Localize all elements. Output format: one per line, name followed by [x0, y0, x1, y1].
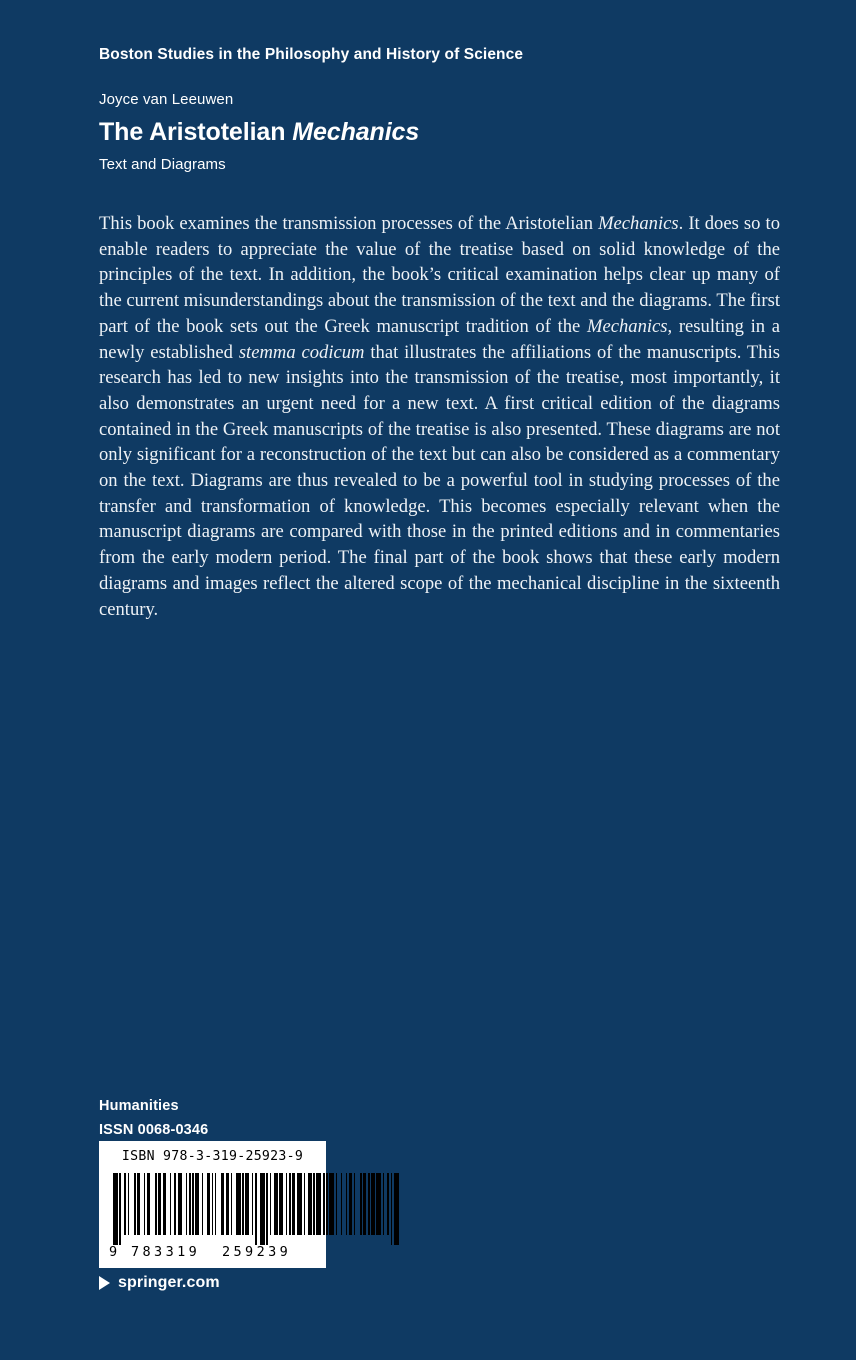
springer-url-label: springer.com [118, 1274, 220, 1291]
springer-logo[interactable] [99, 1274, 220, 1292]
blurb-text-2: . It does so to enable readers to appreciate the value of the treatise based on solid knowledge of the principles of the text. In addition, the book’s critical examination helps clear up many of the current misunderstandings about the transmission of the text and the diagrams. The first part of the book sets out the Greek manuscript tradition of the [99, 213, 780, 337]
blurb-italic-2: Mechanics [586, 315, 668, 337]
blurb-italic-1: Mechanics [598, 213, 679, 234]
discipline-label: Humanities [99, 1098, 179, 1114]
book-subtitle: Text and Diagrams [99, 156, 226, 174]
author-name: Joyce van Leeuwen [99, 90, 234, 108]
isbn-barcode [99, 1141, 326, 1268]
blurb-text-3: , resulting in a newly established [99, 315, 780, 363]
issn-label: ISSN 0068-0346 [99, 1121, 209, 1138]
barcode-lead-digit: 9 [109, 1244, 118, 1260]
blurb-italic-3: stemma codicum [238, 341, 365, 363]
barcode-left-digits: 783319 [131, 1244, 201, 1260]
cover-header [99, 46, 789, 174]
series-title: Boston Studies in the Philosophy and History of Science [99, 46, 524, 63]
book-title-main: The Aristotelian [99, 117, 293, 146]
book-title-italic: Mechanics [292, 117, 420, 146]
blurb-text-1: This book examines the transmission processes of the Aristotelian [99, 213, 599, 234]
book-title [99, 109, 789, 147]
barcode-bars [113, 1173, 313, 1245]
play-triangle-icon [99, 1276, 110, 1290]
blurb-text-4: that illustrates the affiliations of the manuscripts. This research has led to new insights into the transmission of the treatise, most importantly, it also demonstrates an urgent need for a new text. A first critical edition of the diagrams contained in the Greek manuscripts of the treatise is also presented. These diagrams are not only significant for a reconstruction of the text but can also be considered as a commentary on the text. Diagrams are thus revealed to be a powerful tool in studying processes of the transfer and transformation of knowledge. This becomes especially relevant when the manuscript diagrams are compared with those in the printed editions and in commentaries from the early modern period. The final part of the book shows that these early modern diagrams and images reflect the altered scope of the mechanical discipline in the sixteenth century. [99, 341, 780, 620]
barcode-right-digits: 259239 [222, 1244, 292, 1260]
cover-footer [99, 1097, 799, 1140]
isbn-text: ISBN 978-3-319-25923-9 [121, 1149, 304, 1164]
barcode-digits [99, 1244, 326, 1260]
back-cover-blurb [99, 211, 780, 622]
